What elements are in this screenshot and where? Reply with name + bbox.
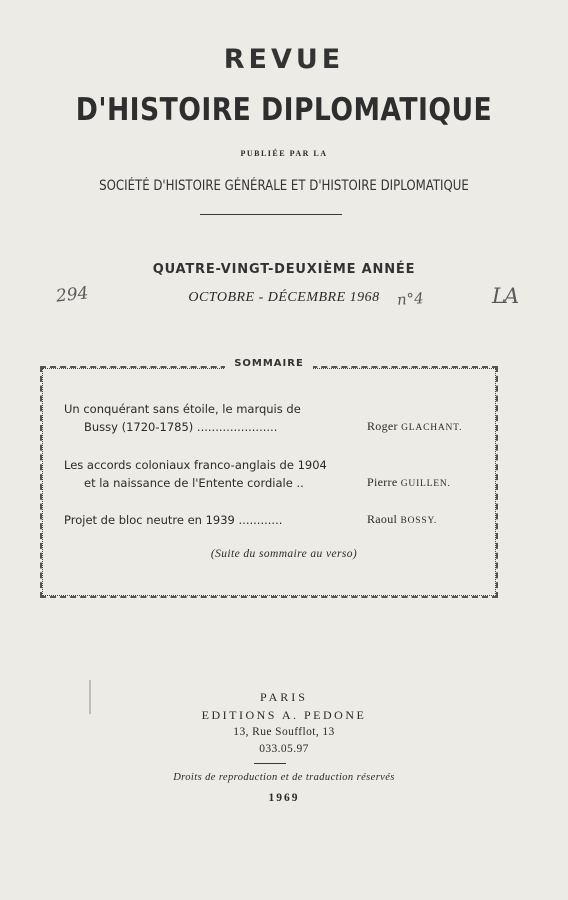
toc-entry-1-author bbox=[367, 419, 462, 434]
imprint-phone: 033.05.97 bbox=[259, 743, 309, 755]
handwritten-note-mid: n°4 bbox=[396, 289, 425, 309]
toc-entry-3-line1: Projet de bloc neutre en 1939 ............ bbox=[64, 513, 283, 527]
contents-continued-note: (Suite du sommaire au verso) bbox=[210, 548, 358, 560]
journal-title-line2: D'HISTOIRE DIPLOMATIQUE bbox=[75, 92, 493, 128]
header-divider bbox=[200, 214, 342, 215]
toc-entry-3-author-last: BOSSY. bbox=[400, 516, 438, 526]
toc-entry-1-line1: Un conquérant sans étoile, le marquis de bbox=[64, 402, 301, 416]
society-name: SOCIÉTÉ D'HISTOIRE GÉNÉRALE ET D'HISTOIRE DIPLOMATIQUE bbox=[99, 178, 469, 194]
imprint-publisher: EDITIONS A. PEDONE bbox=[201, 708, 367, 722]
handwritten-note-right: LA bbox=[492, 284, 518, 308]
issue-date: OCTOBRE - DÉCEMBRE 1968 bbox=[188, 290, 380, 305]
toc-entry-1-line2: Bussy (1720-1785) ...................... bbox=[84, 420, 278, 434]
handwritten-note-left: 294 bbox=[55, 283, 90, 307]
imprint-city: PARIS bbox=[260, 690, 308, 704]
imprint-divider bbox=[254, 763, 286, 764]
published-by-label: PUBLIÉE PAR LA bbox=[240, 149, 328, 158]
contents-heading: SOMMAIRE bbox=[225, 358, 313, 369]
toc-entry-2-author-first: Pierre bbox=[367, 475, 398, 489]
toc-entry-1-author-last: GLACHANT. bbox=[401, 423, 463, 433]
journal-title-line1: REVUE bbox=[223, 44, 345, 75]
imprint-address: 13, Rue Soufflot, 13 bbox=[233, 726, 335, 738]
toc-entry-2-line2: et la naissance de l'Entente cordiale .. bbox=[84, 476, 304, 490]
toc-entry-2-author-last: GUILLEN. bbox=[400, 479, 451, 489]
year-of-publication: QUATRE-VINGT-DEUXIÈME ANNÉE bbox=[152, 262, 416, 277]
imprint-year: 1969 bbox=[268, 792, 300, 804]
toc-entry-2-line1: Les accords coloniaux franco-anglais de 1904 bbox=[64, 458, 327, 472]
toc-entry-3-author-first: Raoul bbox=[367, 512, 398, 526]
imprint-rights: Droits de reproduction et de traduction réservés bbox=[173, 772, 395, 783]
toc-entry-2-author bbox=[367, 475, 451, 490]
toc-entry-3-author bbox=[367, 512, 437, 527]
toc-entry-1-author-first: Roger bbox=[367, 419, 398, 433]
